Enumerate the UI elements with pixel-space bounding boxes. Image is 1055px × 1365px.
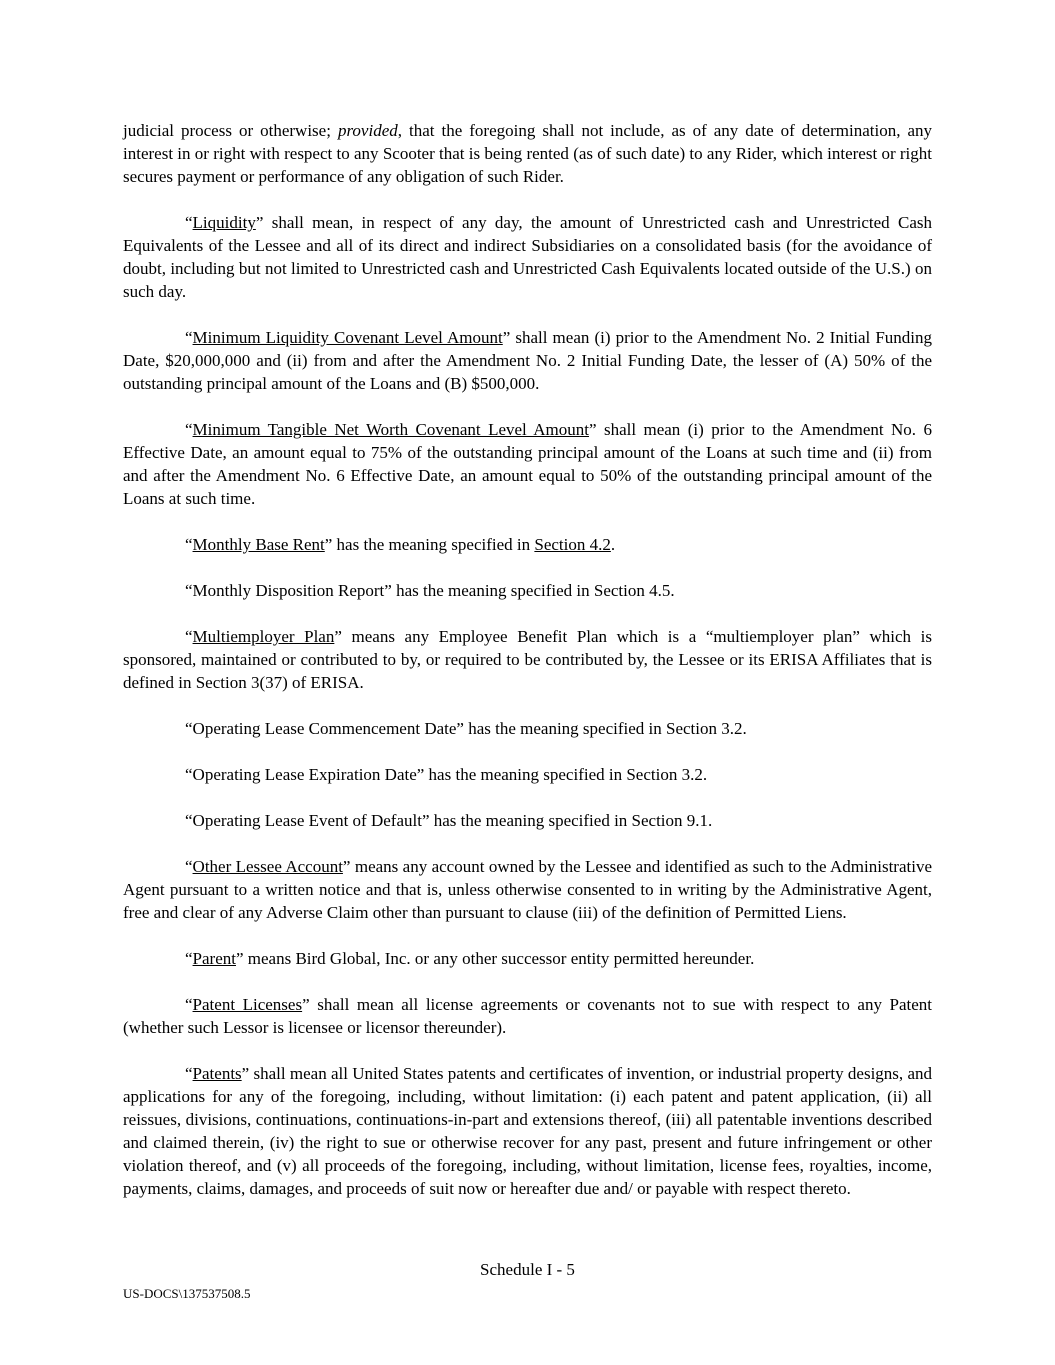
text-segment: “ [185, 535, 193, 554]
text-segment: “ [185, 627, 193, 646]
text-segment: “ [185, 328, 193, 347]
footer-doc-number: US-DOCS\137537508.5 [123, 1286, 251, 1301]
defined-term: Minimum Tangible Net Worth Covenant Level Amount [192, 420, 589, 439]
paragraph [123, 119, 932, 188]
document-body [123, 119, 932, 1223]
paragraph [123, 211, 932, 303]
text-segment: ” shall mean, in respect of any day, the amount of Unrestricted cash and Unrestricted Cash Equivalents of the Lessee and all of its direct and indirect Subsidiaries on a consolidated basis (for the avoidance of doubt, including but not limited to Unrestricted cash and Unrestricted Cash Equivalents located outside of the U.S.) on such day. [123, 213, 932, 301]
defined-term: Patent Licenses [192, 995, 303, 1014]
paragraph [123, 717, 932, 740]
text-segment: ” shall mean (i) prior to the Amendment No. 2 Initial Funding Date, $20,000,000 and (ii) from and after the Amendment No. 2 Initial Funding Date, the lesser of (A) 50% of the outstanding principal amount of the Loans and (B) $500,000. [123, 328, 933, 393]
defined-term: Liquidity [192, 213, 256, 232]
paragraph [123, 763, 932, 786]
text-segment: “ [185, 949, 193, 968]
paragraph [123, 625, 932, 694]
text-segment: ” shall mean all license agreements or covenants not to sue with respect to any Patent (whether such Lessor is licensee or licensor thereunder). [123, 995, 932, 1037]
text-segment: “Operating Lease Event of Default” has the meaning specified in Section 9.1. [185, 811, 713, 830]
paragraph [123, 579, 932, 602]
text-segment: . [610, 535, 616, 554]
text-segment: “Monthly Disposition Report” has the meaning specified in Section 4.5. [185, 581, 675, 600]
paragraph [123, 993, 932, 1039]
defined-term: Multiemployer Plan [192, 627, 335, 646]
text-segment: “ [185, 420, 193, 439]
paragraph [123, 855, 932, 924]
paragraph [123, 418, 932, 510]
defined-term: Other Lessee Account [192, 857, 343, 876]
text-segment: judicial process or otherwise; [123, 121, 338, 140]
text-segment: “ [185, 213, 193, 232]
paragraph [123, 326, 932, 395]
paragraph [123, 809, 932, 832]
text-segment: “Operating Lease Expiration Date” has the meaning specified in Section 3.2. [185, 765, 708, 784]
text-segment: “ [185, 1064, 193, 1083]
text-segment: ” means Bird Global, Inc. or any other successor entity permitted hereunder. [235, 949, 755, 968]
text-segment: “ [185, 995, 193, 1014]
text-segment: ” means any account owned by the Lessee and identified as such to the Administrative Agent pursuant to a written notice and that is, unless otherwise consented to in writing by the Administrative Agent, free and clear of any Adverse Claim other than pursuant to clause (iii) of the definition of Permitted Liens. [123, 857, 932, 922]
text-segment: “ [185, 857, 193, 876]
text-segment: ” has the meaning specified in [324, 535, 535, 554]
defined-term: Parent [192, 949, 236, 968]
paragraph [123, 533, 932, 556]
paragraph [123, 1062, 932, 1200]
text-segment: provided [337, 121, 398, 140]
text-segment: ” means any Employee Benefit Plan which is a “multiemployer plan” which is sponsored, maintained or contributed to by, or required to be contributed by, the Lessee or its ERISA Affiliates that is defined in Section 3(37) of ERISA. [123, 627, 932, 692]
text-segment: , that the foregoing shall not include, as of any date of determination, any interest in or right with respect to any Scooter that is being rented (as of such date) to any Rider, which interest or right secures payment or performance of any obligation of such Rider. [123, 121, 932, 186]
defined-term: Section 4.2 [534, 535, 611, 554]
text-segment: ” shall mean all United States patents and certificates of invention, or industrial property designs, and applications for any of the foregoing, including, without limitation: (i) each patent and patent application, (ii) all reissues, divisions, continuations, continuations-in-part and extensions thereof, (iii) all patentable inventions described and claimed therein, (iv) the right to sue or otherwise recover for any past, present and future infringement or other violation thereof, and (v) all proceeds of the foregoing, including, without limitation, license fees, royalties, income, payments, claims, damages, and proceeds of suit now or hereafter due and/ or payable with respect thereto. [123, 1064, 932, 1198]
defined-term: Minimum Liquidity Covenant Level Amount [192, 328, 503, 347]
paragraph [123, 947, 932, 970]
text-segment: “Operating Lease Commencement Date” has the meaning specified in Section 3.2. [185, 719, 747, 738]
footer-page-label: Schedule I - 5 [480, 1260, 575, 1279]
defined-term: Monthly Base Rent [192, 535, 325, 554]
text-segment: ” shall mean (i) prior to the Amendment No. 6 Effective Date, an amount equal to 75% of the outstanding principal amount of the Loans at such time and (ii) from and after the Amendment No. 6 Effective Date, an amount equal to 50% of the outstanding principal amount of the Loans at such time. [123, 420, 932, 508]
defined-term: Patents [192, 1064, 242, 1083]
